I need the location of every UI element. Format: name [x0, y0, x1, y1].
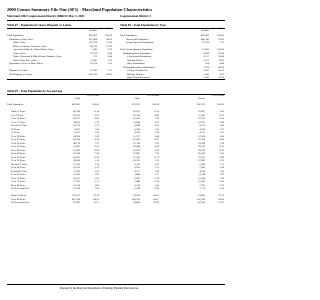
row-value: 5.81 — [219, 110, 224, 113]
row-label: 21 Years — [11, 131, 20, 134]
table-p1-title: Table P1 - Population by Race, Hispanic or Latino — [7, 23, 72, 27]
row-value: 12,684 — [133, 120, 140, 124]
row-value: 3.05 — [94, 176, 99, 180]
row-value: 6.63 — [94, 117, 99, 120]
row-value: 7,178 — [199, 187, 205, 190]
row-value: 22,565 — [133, 117, 140, 120]
table-p1-col-pct: Pct. of Total — [100, 26, 112, 30]
table-p2-title: Table P2 - Total Population by Type — [120, 23, 166, 27]
report-subtitle: Maryland 2002 Congressional District 108ROU May 3, 2002 — [7, 14, 85, 18]
row-value: 22,282 — [90, 69, 97, 72]
row-value: 6,847 — [91, 58, 97, 62]
row-value: 8.45 — [219, 148, 224, 152]
row-value: 8.37 — [94, 145, 99, 148]
row-value: 3,148 — [134, 187, 140, 190]
row-value: 1.41 — [219, 169, 224, 173]
row-value: 81,905 — [73, 201, 80, 204]
row-value: 21,342 — [133, 138, 140, 141]
row-value: 319,870 — [131, 103, 140, 106]
row-value: 8.35 — [219, 145, 224, 148]
row-label: 85 Years and Over — [11, 187, 30, 190]
row-value: 8,627 — [74, 127, 80, 131]
row-label: Household Population — [126, 37, 149, 41]
row-value: 6,930 — [134, 166, 140, 169]
row-value: 10,326 — [73, 187, 80, 190]
row-value: 26,901 — [133, 148, 140, 152]
row-value: 18,213 — [73, 124, 80, 127]
row-label: Hispanic or Latino — [9, 69, 28, 72]
row-label: College Dormitories — [127, 69, 148, 72]
row-label: 45 to 49 Years — [11, 152, 26, 155]
table-p3-col-male-pct: Pct. of Total — [147, 94, 159, 97]
row-value: 2.22 — [219, 183, 224, 187]
row-value: 662,062 — [88, 34, 97, 37]
row-label: 5 to 9 Years — [11, 113, 23, 117]
row-value: 1.33 — [154, 127, 159, 131]
row-value: 8,941 — [74, 169, 80, 173]
row-value: 220,708 — [196, 197, 205, 201]
row-value: 28.84 — [218, 55, 224, 58]
row-label: 18 to 64 Years — [11, 197, 26, 201]
row-value: 55,820 — [73, 148, 80, 152]
row-value: 10,074 — [90, 62, 97, 65]
row-value: 21,265 — [198, 113, 205, 117]
row-value: 43,566 — [73, 138, 80, 141]
row-value: 1.35 — [94, 169, 99, 173]
row-value: 7,259 — [203, 65, 209, 69]
row-value: 3.97 — [154, 120, 159, 124]
row-value: 1.73 — [219, 162, 224, 166]
row-value: 1.27 — [219, 127, 224, 131]
row-label: Under 18 Years — [11, 194, 27, 197]
row-value: 651,988 — [88, 37, 97, 41]
row-value: 662,062 — [200, 34, 209, 37]
row-value: 64.57 — [153, 197, 159, 201]
row-value: 8,998 — [134, 124, 140, 127]
row-value: 6.67 — [154, 138, 159, 141]
row-value: 764 — [205, 62, 209, 65]
row-value: 100.00 — [217, 48, 224, 51]
row-value: 28,919 — [198, 148, 205, 152]
row-value: 2.10 — [219, 187, 224, 190]
row-value: 0.23 — [107, 48, 112, 51]
table-p1-col-number: Number — [89, 29, 97, 32]
row-value: 26,047 — [198, 152, 205, 155]
header-divider — [7, 20, 225, 21]
row-value: 22,356 — [133, 113, 140, 117]
row-label: Total Population — [120, 34, 137, 37]
row-value: 48,112 — [73, 141, 80, 145]
row-value: 2.17 — [154, 166, 159, 169]
row-value: 2.79 — [154, 176, 159, 180]
table-row — [0, 41, 232, 45]
row-label: Population of One Race — [9, 37, 33, 41]
row-value: 639,780 — [88, 72, 97, 76]
row-label: 65 Years and Over — [11, 201, 30, 204]
row-value: 12,412 — [73, 173, 80, 176]
row-value: 7,488 — [134, 180, 140, 183]
row-label: Asian Alone — [13, 51, 26, 55]
row-value: 1,490 — [91, 48, 97, 51]
row-value: 1.30 — [94, 127, 99, 131]
row-value: 1.52 — [107, 62, 112, 65]
row-value: 78,476 — [133, 194, 140, 197]
row-value: 47,043 — [198, 201, 205, 204]
row-value: 26,848 — [133, 145, 140, 148]
row-value: 6.99 — [154, 113, 159, 117]
row-label: Some Other Race Alone — [13, 58, 38, 62]
row-value: 1.77 — [154, 173, 159, 176]
row-value: 4,153 — [199, 131, 205, 134]
row-value: 100.00 — [152, 103, 159, 106]
row-value: 7.61 — [219, 152, 224, 155]
row-value: 5,664 — [134, 173, 140, 176]
row-value: 23,987 — [133, 152, 140, 155]
row-value: 11,256 — [73, 162, 80, 166]
row-value: 1.56 — [94, 187, 99, 190]
row-value: 64.50 — [218, 197, 224, 201]
row-value: 8.43 — [94, 148, 99, 152]
row-label: American Indian & Alaska Native Alone — [13, 48, 54, 51]
row-value: 43,917 — [73, 117, 80, 120]
row-value: 3,812 — [203, 69, 209, 72]
row-value: 10.90 — [153, 201, 159, 204]
row-label: 80 to 84 Years — [11, 183, 26, 187]
table-p2-top-rule — [120, 28, 225, 29]
row-value: 46.34 — [218, 65, 224, 69]
row-label: 35 to 39 Years — [11, 145, 26, 148]
row-value: 2.28 — [219, 166, 224, 169]
row-value: 5,906 — [199, 162, 205, 166]
row-value: 6.67 — [219, 72, 224, 76]
row-value: 22,224 — [198, 138, 205, 141]
row-value: 6.82 — [219, 155, 224, 159]
row-value: 272 — [93, 55, 97, 58]
table-p3-col-total: Total — [75, 97, 80, 100]
row-value: 21,452 — [133, 155, 140, 159]
row-value: 13.75 — [218, 201, 224, 204]
row-value: 2,402 — [203, 76, 209, 79]
row-value: 24,611 — [73, 120, 80, 124]
row-label: 40 to 44 Years — [11, 148, 26, 152]
row-value: 28,559 — [198, 145, 205, 148]
row-value: 6.21 — [219, 113, 224, 117]
row-value: 3.05 — [219, 180, 224, 183]
row-value: 8.39 — [154, 145, 159, 148]
row-label: Nursing Homes — [127, 58, 143, 62]
row-value: 1.83 — [94, 183, 99, 187]
row-value: 5,350 — [134, 162, 140, 166]
row-value: 53.66 — [218, 51, 224, 55]
table-p3-col-female: Female — [197, 97, 205, 100]
row-value: 21.75 — [218, 194, 224, 197]
row-value: 152,917 — [71, 194, 80, 197]
row-value: 1.26 — [154, 131, 159, 134]
row-label: Military Quarters — [127, 72, 145, 76]
row-label: 22 to 24 Years — [11, 134, 26, 138]
row-value: 11,927 — [198, 120, 205, 124]
row-value: 2.69 — [219, 124, 224, 127]
row-label: Other Noninstitutional — [127, 76, 150, 79]
row-value: 2.75 — [94, 124, 99, 127]
row-value: 0.04 — [107, 55, 112, 58]
row-value: 64.53 — [93, 197, 99, 201]
row-value: 40,768 — [73, 110, 80, 113]
row-value: 12.37 — [93, 201, 99, 204]
row-value: 6.71 — [154, 155, 159, 159]
row-label: 65 and 66 Years — [11, 169, 27, 173]
row-label: 18 and 19 Years — [11, 124, 27, 127]
row-value: 206,532 — [131, 197, 140, 201]
row-label: White Alone — [13, 41, 26, 44]
row-value: 3,125 — [203, 58, 209, 62]
row-value: 1.41 — [154, 183, 159, 187]
row-label: 60 and 61 Years — [11, 162, 27, 166]
row-value: 2.37 — [219, 41, 224, 44]
row-label: Total Group Quarters Population — [120, 48, 153, 51]
row-value: 44,785 — [73, 155, 80, 159]
row-value: 23,516 — [133, 141, 140, 145]
row-value: 3.49 — [219, 120, 224, 124]
footer-note: Prepared by the Maryland Department of Planning, Planning Data Services. — [60, 287, 139, 290]
row-label: 75 to 79 Years — [11, 180, 26, 183]
row-value: 20,871 — [133, 110, 140, 113]
row-value: 1.29 — [154, 169, 159, 173]
row-value: 7.35 — [154, 141, 159, 145]
row-value: 7,592 — [199, 183, 205, 187]
row-label: Native Hawaiian & Other Pacific Islander Alone — [13, 55, 62, 58]
row-value: 5.23 — [219, 159, 224, 162]
row-value: 6.52 — [154, 110, 159, 113]
row-value: 100.00 — [105, 34, 112, 37]
row-value: 1,045 — [203, 72, 209, 76]
row-label: Not Hispanic or Latino — [9, 72, 33, 76]
row-value: 7.56 — [94, 152, 99, 155]
row-value: 24,596 — [198, 141, 205, 145]
row-value: 55,407 — [73, 145, 80, 148]
row-value: 662,062 — [71, 103, 80, 106]
row-label: Black or African American Alone — [13, 44, 47, 48]
row-value: 4.88 — [219, 62, 224, 65]
row-value: 9,215 — [199, 124, 205, 127]
row-label: 62 to 64 Years — [11, 166, 26, 169]
row-value: 3.29 — [219, 176, 224, 180]
row-value: 7.50 — [154, 152, 159, 155]
row-value: 646,342 — [200, 37, 209, 41]
table-p1-top-rule — [7, 28, 113, 29]
row-label: 30 to 34 Years — [11, 141, 26, 145]
row-value: 3.60 — [219, 134, 224, 138]
row-value: 11,707 — [133, 134, 140, 138]
row-value: 5.12 — [154, 159, 159, 162]
row-label: 70 to 74 Years — [11, 176, 26, 180]
row-label: 50 to 54 Years — [11, 155, 26, 159]
row-value: 3.72 — [94, 120, 99, 124]
row-value: 1.03 — [107, 58, 112, 62]
row-value: 6.76 — [94, 155, 99, 159]
row-value: 15.02 — [106, 44, 112, 48]
row-value: 7,803 — [199, 166, 205, 169]
row-value: 1.70 — [94, 162, 99, 166]
row-value: 6.24 — [219, 117, 224, 120]
row-value: 4,127 — [134, 169, 140, 173]
row-value: 10,447 — [198, 180, 205, 183]
row-value: 24,016 — [73, 134, 80, 138]
row-value: 2.23 — [94, 166, 99, 169]
row-value: 97.63 — [218, 37, 224, 41]
row-value: 16,391 — [133, 159, 140, 162]
row-value: 23,333 — [198, 155, 205, 159]
row-value: 3.86 — [107, 51, 112, 55]
row-value: 7.19 — [219, 141, 224, 145]
row-label: 67 to 69 Years — [11, 173, 26, 176]
row-value: 0.98 — [154, 187, 159, 190]
footer-divider — [7, 284, 225, 285]
row-value: 98.50 — [106, 37, 112, 41]
row-value: 19.95 — [218, 58, 224, 62]
row-value: 8.41 — [154, 148, 159, 152]
table-row — [0, 201, 232, 205]
row-value: 6.58 — [94, 138, 99, 141]
table-p2-col-number: Number — [201, 29, 209, 32]
row-value: 5.18 — [94, 159, 99, 162]
row-value: 4,358 — [199, 127, 205, 131]
row-value: 2.34 — [154, 180, 159, 183]
row-value: 50,034 — [73, 152, 80, 155]
row-value: 1.67 — [154, 162, 159, 166]
table-p3-title: Table P3 - Total Population by Sex and Age — [7, 89, 63, 93]
row-value: 1.24 — [94, 131, 99, 134]
row-value: 100.00 — [92, 103, 99, 106]
row-value: 96.63 — [106, 72, 112, 76]
row-value: 24.53 — [153, 194, 159, 197]
row-value: 34,280 — [73, 159, 80, 162]
row-value: 1.21 — [219, 131, 224, 134]
row-label: 10 to 14 Years — [11, 117, 26, 120]
row-value: 8,406 — [203, 51, 209, 55]
row-value: 77.41 — [106, 41, 112, 44]
row-value: 74,441 — [198, 194, 205, 197]
row-value: 3.63 — [94, 134, 99, 138]
row-value: 17,889 — [198, 159, 205, 162]
table-p3-col-female-pct: Pct. of Total — [212, 94, 224, 97]
row-value: 3.37 — [107, 69, 112, 72]
row-value: 512,334 — [88, 41, 97, 44]
row-value: 14,733 — [73, 166, 80, 169]
row-label: Under 5 Years — [11, 110, 26, 113]
row-value: 342,192 — [196, 103, 205, 106]
row-value: 34,862 — [133, 201, 140, 204]
row-value: 11,264 — [198, 176, 205, 180]
row-value: 2.71 — [94, 180, 99, 183]
row-value: 2.81 — [154, 124, 159, 127]
row-value: 20,187 — [73, 176, 80, 180]
row-value: 1.97 — [219, 173, 224, 176]
row-value: 1.87 — [94, 173, 99, 176]
table-row — [0, 187, 232, 191]
row-value: 17,935 — [73, 180, 80, 183]
table-p2-col-pct: Pct. of Total — [212, 26, 224, 30]
row-value: 427,240 — [71, 197, 80, 201]
mid-divider — [7, 79, 225, 80]
district-label: Congressional District 3 — [120, 14, 151, 18]
row-label: 15 to 17 Years — [11, 120, 26, 124]
row-value: 7.05 — [154, 117, 159, 120]
table-p3-col-total-pct: Pct. of Total — [87, 94, 99, 97]
row-value: 4,512 — [134, 183, 140, 187]
row-label: Other Institutions — [127, 62, 145, 65]
row-value: 6,748 — [199, 173, 205, 176]
row-value: 8,191 — [74, 131, 80, 134]
table-p3-top-rule — [7, 94, 225, 95]
row-label: Total Population — [7, 103, 24, 106]
row-value: 7.27 — [94, 141, 99, 145]
table-row — [0, 103, 232, 107]
row-value: 4,517 — [203, 55, 209, 58]
report-title: 2000 Census Summary File One (SF1) - Maryland Population Characteristics — [7, 7, 153, 12]
row-value: 6.59 — [94, 113, 99, 117]
row-value: 100.00 — [217, 34, 224, 37]
row-label: Group Quarters Population — [126, 41, 154, 44]
row-value: 4,269 — [134, 127, 140, 131]
row-label: 55 to 59 Years — [11, 159, 26, 162]
row-value: 6.49 — [219, 138, 224, 141]
row-value: 3.66 — [154, 134, 159, 138]
row-value: 23.10 — [93, 194, 99, 197]
row-label: Population of Two or More Races — [9, 62, 43, 65]
row-value: 6.16 — [94, 110, 99, 113]
row-value: 12,309 — [198, 134, 205, 138]
row-value: 4,038 — [134, 131, 140, 134]
row-value: 24.33 — [218, 69, 224, 72]
row-value: 21,352 — [198, 117, 205, 120]
row-value: 15.33 — [218, 76, 224, 79]
row-value: 19,897 — [198, 110, 205, 113]
row-value: 25,573 — [90, 51, 97, 55]
row-label: Correctional Institutions — [127, 55, 152, 58]
row-value: 15,720 — [202, 41, 209, 44]
row-value: 8,923 — [134, 176, 140, 180]
table-p3-col-male: Male — [135, 97, 140, 100]
row-value: 99,472 — [90, 44, 97, 48]
row-label: 20 Years — [11, 127, 20, 131]
row-label: 25 to 29 Years — [11, 138, 26, 141]
row-value: 12,104 — [73, 183, 80, 187]
row-value: 4,814 — [199, 169, 205, 173]
row-value: 43,621 — [73, 113, 80, 117]
row-label: Total Population — [7, 34, 24, 37]
row-label: Noninstitutionalized Population — [123, 65, 155, 69]
row-value: 100.00 — [217, 103, 224, 106]
row-label: Institutionalized Population — [123, 51, 151, 55]
row-value: 15,665 — [202, 48, 209, 51]
